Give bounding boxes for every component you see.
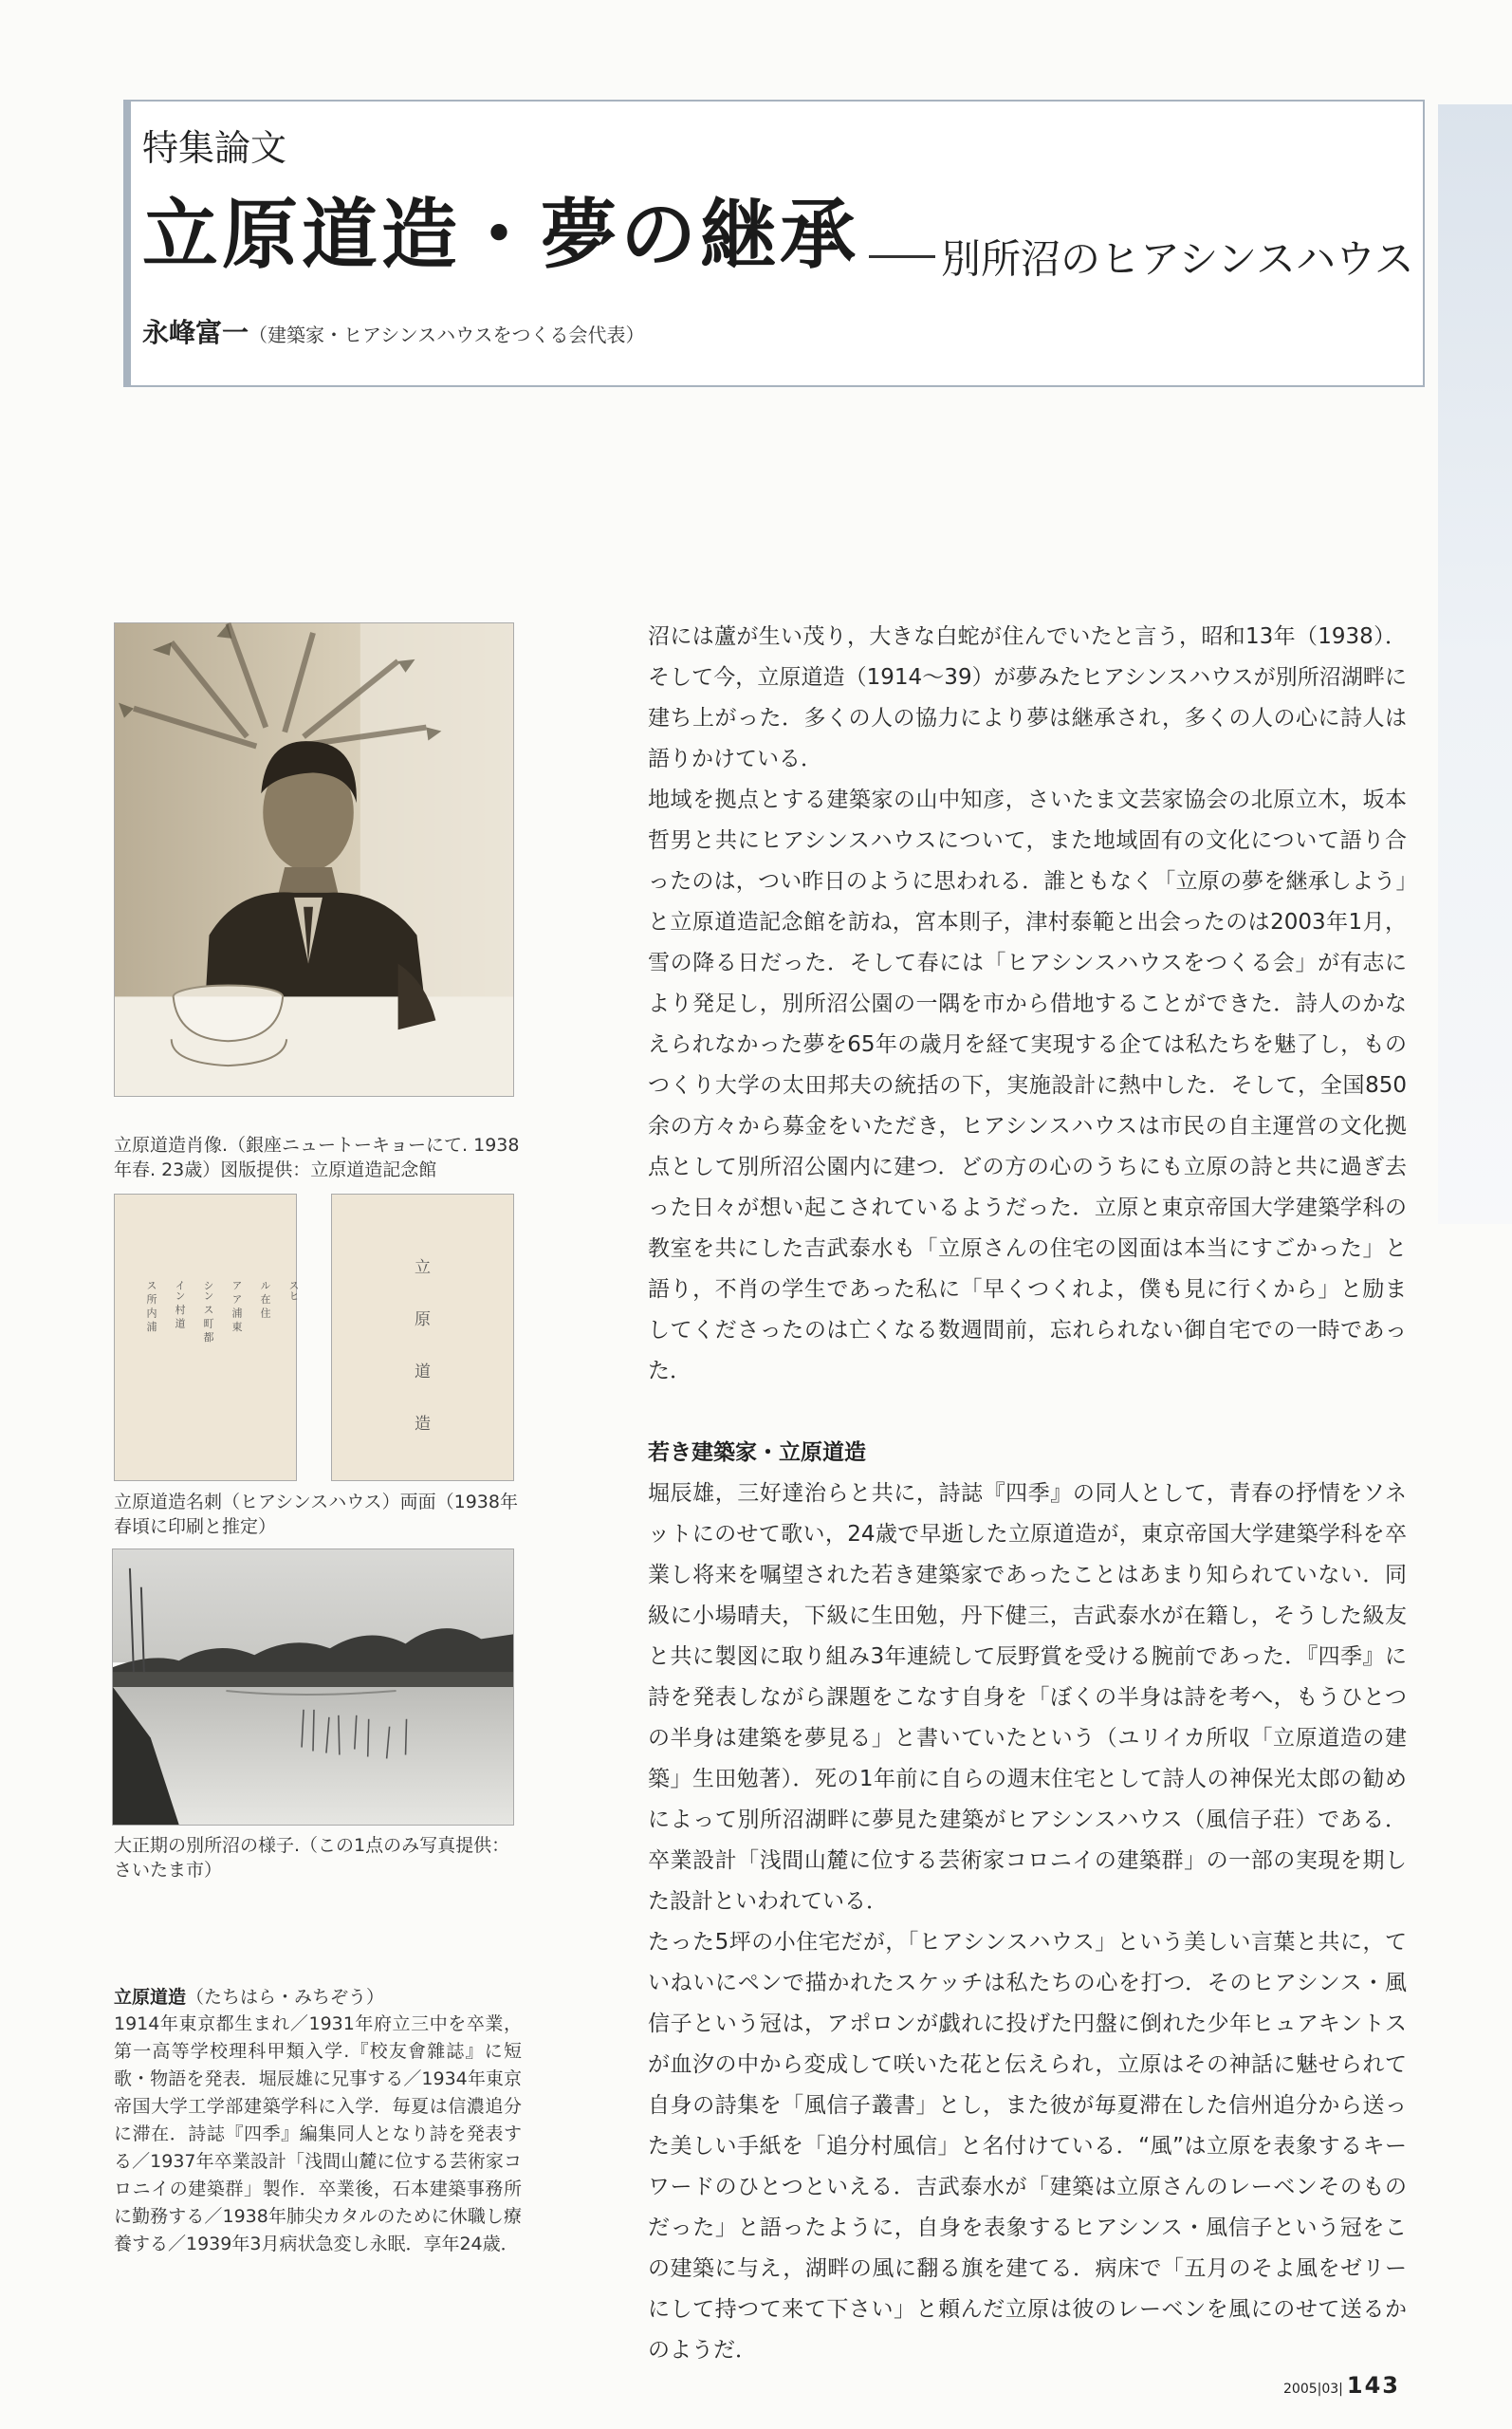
card-line: ル 在 住 xyxy=(259,1280,271,1318)
article-header xyxy=(123,100,1425,387)
portrait-photo xyxy=(114,622,514,1097)
business-card-front xyxy=(331,1194,514,1481)
business-card-back xyxy=(114,1194,300,1481)
body-paragraph: 沼には蘆が生い茂り，大きな白蛇が住んでいたと言う，昭和13年（1938）．そして今，立原道造（1914～39）が夢みたヒアシンスハウスが別所沼湖畔に建ち上がった．多くの人の協力により夢は継承され，多くの人の心に詩人は語りかけている． xyxy=(648,624,1407,771)
intro-section xyxy=(648,617,1407,1392)
card-line: イン 村 道 xyxy=(174,1280,186,1328)
card-front-name xyxy=(332,1253,513,1434)
card-name-char: 道 xyxy=(415,1363,431,1381)
body-paragraph: 堀辰雄，三好達治らと共に，詩誌『四季』の同人として，青春の抒情をソネットにのせて歌い，24歳で早逝した立原道造が，東京帝国大学建築学科を卒業し将来を嘱望された若き建築家であったことはあまり知られていない．同級に小場晴夫，下級に生田勉，丹下健三，吉武泰水が在籍し，そうした級友と共に製図に取り組み3年連続して辰野賞を受ける腕前であった．『四季』に詩を発表しながら課題をこなす自身を「ぼくの半身は詩を考へ，もうひとつの半身は建築を夢見る」と書いていたという（ユリイカ所収「立原道造の建築」生田勉著）．死の1年前に自らの週末住宅として詩人の神保光太郎の勧めによって別所沼湖畔に夢見た建築がヒアシンスハウス（風信子荘）である．卒業設計「浅間山麓に位する芸術家コロニイの建築群」の一部の実現を期した設計といわれている． xyxy=(648,1481,1407,1914)
article-subtitle: 別所沼のヒアシンスハウス xyxy=(941,235,1414,283)
bio-heading xyxy=(114,1983,522,2009)
portrait-caption: 立原道造肖像.（銀座ニュートーキョーにて. 1938年春. 23歳）図版提供：立原道造記念館 xyxy=(114,1135,520,1180)
title-dash xyxy=(869,255,935,258)
series-label: 特集論文 xyxy=(142,127,287,169)
author-role: （建築家・ヒアシンスハウスをつくる会代表） xyxy=(249,324,645,346)
swamp-photo xyxy=(112,1548,514,1826)
page-folio xyxy=(1283,2372,1400,2399)
card-name-char: 立 xyxy=(415,1258,431,1277)
bio-title: 立原道造 xyxy=(114,1987,187,2008)
card-name-char: 原 xyxy=(415,1310,431,1329)
swamp-image xyxy=(113,1549,513,1825)
body-paragraph: たった5坪の小住宅だが，「ヒアシンスハウス」という美しい言葉と共に，ていねいにペンで描かれたスケッチは私たちの心を打つ．そのヒアシンス・風信子という冠は，アポロンが戯れに投げた円盤に倒れた少年ヒュアキントスが血汐の中から変成して咲いた花と伝えられ，立原はその神話に魅せられて自身の詩集を「風信子叢書」とし，また彼が毎夏滞在した信州追分から送った美しい手紙を「追分村風信」と名付けている．“風”は立原を表象するキーワードのひとつといえる．吉武泰水が「建築は立原さんのレーベンそのものだった」と語ったように，自身を表象するヒアシンス・風信子という冠をこの建築に与え，湖畔の風に翻る旗を建てる．病床で「五月のそよ風をゼリーにして持つて来て下さい」と頼んだ立原は彼のレーベンを風にのせて送るかのようだ． xyxy=(648,1930,1407,2363)
body-paragraph: 地域を拠点とする建築家の山中知彦，さいたま文芸家協会の北原立木，坂本哲男と共にヒアシンスハウスについて，また地域固有の文化について語り合ったのは，つい昨日のように思われる．誰ともなく「立原の夢を継承しよう」と立原道造記念館を訪ね，宮本則子，津村泰範と出会ったのは2003年1月，雪の降る日だった．そして春には「ヒアシンスハウスをつくる会」が有志により発足し，別所沼公園の一隅を市から借地することができた．詩人のかなえられなかった夢を65年の歳月を経て実現する企ては私たちを魅了し，ものつくり大学の太田邦夫の統括の下，実施設計に熱中した．そして，全国850余の方々から募金をいただき，ヒアシンスハウスは市民の自主運営の文化拠点として別所沼公園内に建つ．どの方の心のうちにも立原の詩と共に過ぎ去った日々が想い起こされているようだった．立原と東京帝国大学建築学科の教室を共にした吉武泰水も「立原さんの住宅の図面は本当にすごかった」と語り，不肖の学生であった私に「早くつくれよ，僕も見に行くから」と励ましてくださったのは亡くなる数週間前，忘れられない御自宅での一時であった． xyxy=(648,788,1407,1383)
section-heading: 若き建築家・立原道造 xyxy=(648,1440,866,1465)
card-line: シン ス 町 都 xyxy=(202,1280,214,1343)
portrait-image xyxy=(115,623,513,1096)
issue-date: 2005|03| xyxy=(1283,2382,1343,2397)
business-card-caption: 立原道造名刺（ヒアシンスハウス）両面（1938年春頃に印刷と推定） xyxy=(114,1492,518,1537)
title-row xyxy=(142,174,1414,286)
author-line xyxy=(142,312,645,350)
page-edge-stripe xyxy=(1438,104,1512,1224)
header-accent-bar xyxy=(125,102,131,385)
card-line: ス 所 内 浦 xyxy=(145,1280,157,1332)
bio-reading: （たちはら・みちぞう） xyxy=(186,1987,385,2008)
biography xyxy=(114,1983,522,2258)
card-line: スヒ xyxy=(287,1280,300,1301)
young-architect-section xyxy=(648,1433,1407,2371)
card-back-text xyxy=(143,1280,301,1343)
author-name: 永峰富一 xyxy=(142,317,249,348)
swamp-caption: 大正期の別所沼の様子.（この1点のみ写真提供：さいたま市） xyxy=(114,1835,510,1881)
bio-text: 1914年東京都生まれ／1931年府立三中を卒業，第一高等学校理科甲類入学.『校友會雜誌』に短歌・物語を発表．堀辰雄に兄事する／1934年東京帝国大学工学部建築学科に入学．毎夏は信濃追分に滞在．詩誌『四季』編集同人となり詩を発表する／1937年卒業設計「浅間山麓に位する芸術家コロニイの建築群」製作．卒業後，石本建築事務所に勤務する／1938年肺尖カタルのために休職し療養する／1939年3月病状急変し永眠．享年24歳． xyxy=(114,2013,522,2254)
card-line: ア ア 浦 東 xyxy=(230,1280,243,1332)
card-name-char: 造 xyxy=(415,1415,431,1434)
article-title: 立原道造・夢の継承 xyxy=(142,191,859,279)
page-number: 143 xyxy=(1346,2372,1400,2399)
